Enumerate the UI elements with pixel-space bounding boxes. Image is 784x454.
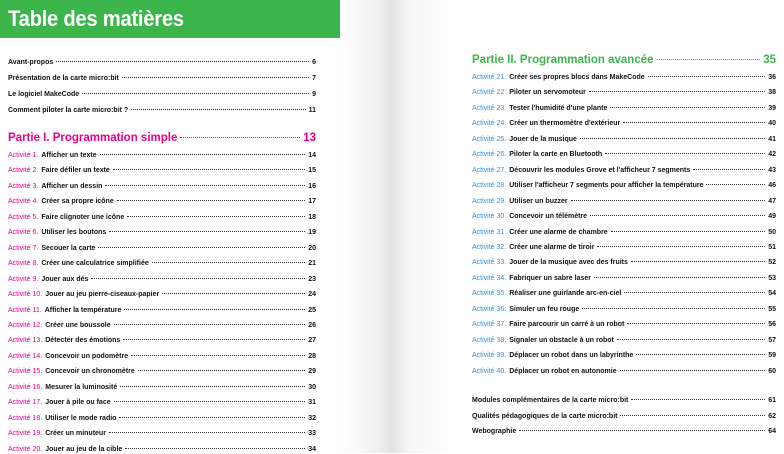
page-number: 23 — [308, 275, 316, 283]
activity-number: Activité 39. — [472, 352, 507, 360]
page-number: 32 — [308, 414, 316, 422]
part-title: Partie II. Programmation avancée — [472, 54, 654, 66]
toc-entry[interactable] — [472, 427, 776, 436]
dot-leader — [597, 246, 765, 247]
activity-number: Activité 23. — [472, 104, 507, 112]
entry-title: Déplacer un robot en autonomie — [509, 367, 617, 375]
activity-number: Activité 36. — [472, 305, 507, 313]
toc-entry[interactable] — [8, 151, 316, 160]
toc-entry[interactable] — [472, 104, 776, 113]
activity-number: Activité 21. — [472, 74, 507, 81]
page-number: 54 — [768, 290, 776, 298]
page-number: 27 — [308, 337, 316, 345]
activity-number: Activité 13. — [8, 337, 43, 345]
toc-entry[interactable] — [8, 336, 316, 345]
page-number: 9 — [312, 91, 316, 98]
toc-entry[interactable] — [472, 258, 776, 267]
part-page-number: 35 — [763, 54, 776, 66]
dot-leader — [117, 200, 305, 201]
entry-title: Afficher un dessin — [41, 182, 103, 190]
toc-entry[interactable] — [8, 213, 316, 222]
page-number: 7 — [312, 75, 316, 82]
page-number: 30 — [308, 383, 316, 391]
page-number: 34 — [308, 445, 316, 453]
activity-number: Activité 14. — [8, 352, 43, 360]
dot-leader — [105, 185, 305, 186]
toc-entry[interactable] — [8, 306, 316, 315]
toc-entry[interactable] — [8, 367, 316, 376]
dot-leader — [82, 93, 309, 94]
page-number: 57 — [768, 336, 776, 344]
activity-number: Activité 35. — [472, 290, 507, 298]
page-number: 42 — [768, 151, 776, 159]
activity-number: Activité 12. — [8, 321, 43, 329]
activity-number: Activité 11. — [8, 306, 42, 314]
activity-number: Activité 6. — [8, 229, 39, 237]
page-number: 16 — [308, 182, 316, 190]
entry-title: Utiliser le mode radio — [45, 414, 117, 422]
dot-leader — [605, 153, 765, 154]
dot-leader — [124, 309, 305, 310]
dot-leader — [114, 401, 306, 402]
entry-title: Afficher un texte — [41, 152, 97, 159]
toc-entry[interactable] — [472, 73, 776, 82]
page-number: 60 — [768, 367, 776, 375]
entry-title: Faire clignoter une icône — [41, 213, 125, 221]
page-number: 50 — [768, 228, 776, 236]
toc-left — [8, 0, 316, 453]
dot-leader — [123, 339, 305, 340]
dot-leader — [114, 324, 306, 325]
toc-entry[interactable] — [8, 445, 316, 454]
dot-leader — [580, 138, 765, 139]
dot-leader — [693, 169, 765, 170]
dot-leader — [631, 399, 765, 400]
activity-number: Activité 1. — [8, 152, 39, 159]
entry-title: Jouer de la musique avec des fruits — [509, 259, 628, 267]
toc-entry[interactable] — [8, 259, 316, 268]
entry-title: Créer une boussole — [45, 321, 111, 329]
activity-number: Activité 4. — [8, 198, 39, 206]
toc-entry[interactable] — [472, 412, 776, 421]
entry-title: Webographie — [472, 428, 517, 435]
part-one-heading[interactable] — [8, 132, 316, 145]
toc-entry[interactable] — [472, 243, 776, 252]
toc-entry[interactable] — [472, 320, 776, 329]
toc-entry[interactable] — [472, 274, 776, 283]
entry-title: Présentation de la carte micro:bit — [8, 75, 119, 82]
page-number: 25 — [308, 306, 316, 314]
toc-entry[interactable] — [472, 396, 776, 405]
dot-leader — [620, 370, 766, 371]
page-number: 41 — [768, 135, 776, 143]
entry-title: Secouer la carte — [41, 244, 96, 252]
page-number: 14 — [308, 152, 316, 159]
dot-leader — [589, 91, 765, 92]
page-number: 33 — [308, 430, 316, 438]
dot-leader — [138, 370, 305, 371]
entry-title: Découvrir les modules Grove et l'afficheur 7 segments — [509, 166, 691, 174]
activity-number: Activité 2. — [8, 167, 39, 175]
page-number: 46 — [768, 182, 776, 190]
page-number: 26 — [308, 321, 316, 329]
dot-leader — [56, 61, 309, 62]
page-number: 62 — [768, 413, 776, 420]
entry-title: Le logiciel MakeCode — [8, 91, 80, 98]
entry-title: Concevoir un chronomètre — [45, 368, 135, 376]
activity-number: Activité 33. — [472, 259, 507, 267]
page-number: 55 — [768, 305, 776, 313]
dot-leader — [98, 247, 305, 248]
toc-entry[interactable] — [472, 228, 776, 237]
entry-title: Simuler un feu rouge — [509, 305, 580, 313]
page-number: 59 — [768, 352, 776, 360]
toc-entry[interactable] — [472, 336, 776, 345]
toc-right — [472, 0, 776, 453]
page-number: 56 — [768, 321, 776, 329]
entry-title: Signaler un obstacle à un robot — [509, 336, 614, 344]
dot-leader — [620, 415, 765, 416]
dot-leader — [122, 77, 309, 78]
entry-title: Modules complémentaires de la carte micro:bit — [472, 397, 629, 404]
page-number: 53 — [768, 274, 776, 282]
activity-number: Activité 28. — [472, 182, 507, 190]
activity-number: Activité 8. — [8, 260, 39, 268]
right-page — [392, 0, 784, 453]
entry-title: Mesurer la luminosité — [45, 383, 118, 391]
toc-entry[interactable] — [472, 150, 776, 159]
activity-number: Activité 17. — [8, 399, 43, 407]
entry-title: Jouer aux dés — [41, 275, 89, 283]
entry-title: Créer une alarme de chambre — [509, 228, 608, 236]
toc-entry[interactable] — [8, 182, 316, 191]
entry-title: Jouer au jeu de la cible — [45, 445, 123, 453]
activity-number: Activité 9. — [8, 275, 39, 283]
page-number: 51 — [768, 243, 776, 251]
dot-leader — [131, 355, 305, 356]
toc-entry[interactable] — [8, 290, 316, 299]
dot-leader — [131, 109, 305, 110]
dot-leader — [636, 354, 765, 355]
page-number: 40 — [768, 120, 776, 128]
part-title: Partie I. Programmation simple — [8, 132, 178, 144]
part-two-heading[interactable] — [472, 54, 776, 67]
entry-title: Utiliser les boutons — [41, 229, 107, 237]
entry-title: Concevoir un podomètre — [45, 352, 129, 360]
toc-entry[interactable] — [8, 90, 316, 99]
page-number: 31 — [308, 399, 316, 407]
page-number: 11 — [308, 107, 316, 114]
entry-title: Jouer à pile ou face — [45, 399, 111, 407]
dot-leader — [594, 277, 765, 278]
toc-entry[interactable] — [472, 135, 776, 144]
page-title: Table des matières — [8, 6, 184, 31]
activity-number: Activité 37. — [472, 321, 507, 329]
page-number: 49 — [768, 213, 776, 221]
activity-number: Activité 16. — [8, 383, 43, 391]
toc-entry[interactable] — [8, 58, 316, 67]
toc-entry[interactable] — [8, 197, 316, 206]
dot-leader — [648, 76, 766, 77]
page-number: 6 — [312, 59, 316, 66]
entry-title: Détecter des émotions — [45, 337, 121, 345]
activity-number: Activité 34. — [472, 274, 507, 282]
entry-title: Créer un thermomètre d'extérieur — [509, 120, 621, 128]
dot-leader — [519, 430, 765, 431]
toc-entry[interactable] — [8, 106, 316, 115]
page-number: 19 — [308, 229, 316, 237]
entry-title: Qualités pédagogiques de la carte micro:bit — [472, 413, 618, 420]
page-number: 36 — [768, 74, 776, 81]
dot-leader — [152, 262, 305, 263]
part-page-number: 13 — [303, 132, 316, 144]
dot-leader — [113, 169, 305, 170]
toc-entry[interactable] — [472, 197, 776, 206]
dot-leader — [571, 200, 766, 201]
page-number: 29 — [308, 368, 316, 376]
toc-entry[interactable] — [472, 181, 776, 190]
page-number: 39 — [768, 104, 776, 112]
activity-number: Activité 31. — [472, 228, 507, 236]
dot-leader — [631, 261, 765, 262]
entry-title: Créer une alarme de tiroir — [509, 243, 595, 251]
entry-title: Fabriquer un sabre laser — [509, 274, 591, 282]
activity-number: Activité 26. — [472, 151, 507, 159]
dot-leader — [100, 154, 306, 155]
toc-entry[interactable] — [472, 351, 776, 360]
page-number: 24 — [308, 291, 316, 299]
dot-leader — [125, 448, 305, 449]
activity-number: Activité 15. — [8, 368, 43, 376]
dot-leader — [109, 432, 305, 433]
activity-number: Activité 3. — [8, 182, 39, 190]
activity-number: Activité 22. — [472, 89, 507, 97]
activity-number: Activité 27. — [472, 166, 507, 174]
dot-leader — [180, 137, 300, 138]
entry-title: Créer un minuteur — [45, 430, 106, 438]
page-number: 15 — [308, 167, 316, 175]
toc-entry[interactable] — [8, 244, 316, 253]
activity-number: Activité 38. — [472, 336, 507, 344]
activity-number: Activité 10. — [8, 291, 43, 299]
activity-number: Activité 30. — [472, 213, 507, 221]
dot-leader — [162, 293, 305, 294]
toc-entry[interactable] — [8, 414, 316, 423]
entry-title: Réaliser une guirlande arc-en-ciel — [509, 290, 622, 298]
dot-leader — [657, 59, 761, 60]
dot-leader — [611, 231, 766, 232]
activity-number: Activité 29. — [472, 197, 507, 205]
entry-title: Faire parcourir un carré à un robot — [509, 321, 625, 329]
toc-entry[interactable] — [472, 289, 776, 298]
toc-entry[interactable] — [8, 398, 316, 407]
dot-leader — [109, 231, 305, 232]
toc-entry[interactable] — [8, 321, 316, 330]
toc-entry[interactable] — [472, 119, 776, 128]
dot-leader — [627, 323, 765, 324]
entry-title: Utiliser l'afficheur 7 segments pour afficher la température — [509, 182, 704, 190]
activity-number: Activité 24. — [472, 120, 507, 128]
page-number: 18 — [308, 213, 316, 221]
entry-title: Tester l'humidité d'une plante — [509, 104, 608, 112]
entry-title: Jouer au jeu pierre-ciseaux-papier — [45, 291, 160, 299]
entry-title: Piloter un servomoteur — [509, 89, 586, 97]
toc-entry[interactable] — [472, 305, 776, 314]
dot-leader — [617, 339, 765, 340]
activity-number: Activité 7. — [8, 244, 39, 252]
entry-title: Concevoir un télémètre — [509, 213, 588, 221]
page-number: 47 — [768, 197, 776, 205]
page-number: 52 — [768, 259, 776, 267]
entry-title: Déplacer un robot dans un labyrinthe — [509, 352, 634, 360]
dot-leader — [624, 292, 765, 293]
entry-title: Créer ses propres blocs dans MakeCode — [509, 74, 645, 81]
entry-title: Utiliser un buzzer — [509, 197, 568, 205]
dot-leader — [120, 386, 305, 387]
page-number: 21 — [308, 260, 316, 268]
entry-title: Créer une calculatrice simplifiée — [41, 260, 149, 268]
toc-entry[interactable] — [8, 166, 316, 175]
left-page — [0, 0, 392, 453]
toc-entry[interactable] — [8, 383, 316, 392]
activity-number: Activité 20. — [8, 445, 43, 453]
entry-title: Afficher la température — [44, 306, 122, 314]
toc-entry[interactable] — [8, 275, 316, 284]
toc-entry[interactable] — [8, 228, 316, 237]
dot-leader — [623, 122, 765, 123]
entry-title: Jouer de la musique — [509, 135, 577, 143]
toc-entry[interactable] — [8, 429, 316, 438]
page-number: 43 — [768, 166, 776, 174]
page-number: 61 — [768, 397, 776, 404]
toc-entry[interactable] — [472, 88, 776, 97]
page-number: 20 — [308, 244, 316, 252]
toc-entry[interactable] — [8, 352, 316, 361]
activity-number: Activité 5. — [8, 213, 39, 221]
activity-number: Activité 32. — [472, 243, 507, 251]
toc-entry[interactable] — [472, 212, 776, 221]
entry-title: Piloter la carte en Bluetooth — [509, 151, 603, 159]
entry-title: Avant-propos — [8, 59, 54, 66]
toc-entry[interactable] — [8, 74, 316, 83]
dot-leader — [127, 216, 305, 217]
toc-entry[interactable] — [472, 166, 776, 175]
dot-leader — [91, 278, 305, 279]
dot-leader — [582, 308, 765, 309]
dot-leader — [610, 107, 765, 108]
page-number: 64 — [768, 428, 776, 435]
activity-number: Activité 40. — [472, 367, 507, 375]
dot-leader — [590, 215, 765, 216]
page-number: 17 — [308, 198, 316, 206]
entry-title: Comment piloter la carte micro:bit ? — [8, 107, 129, 114]
entry-title: Créer sa propre icône — [41, 198, 114, 206]
dot-leader — [119, 417, 305, 418]
activity-number: Activité 18. — [8, 414, 43, 422]
activity-number: Activité 25. — [472, 135, 507, 143]
activity-number: Activité 19. — [8, 430, 43, 438]
page-number: 38 — [768, 89, 776, 97]
dot-leader — [706, 184, 765, 185]
toc-entry[interactable] — [472, 367, 776, 376]
entry-title: Faire défiler un texte — [41, 167, 110, 175]
page-number: 28 — [308, 352, 316, 360]
